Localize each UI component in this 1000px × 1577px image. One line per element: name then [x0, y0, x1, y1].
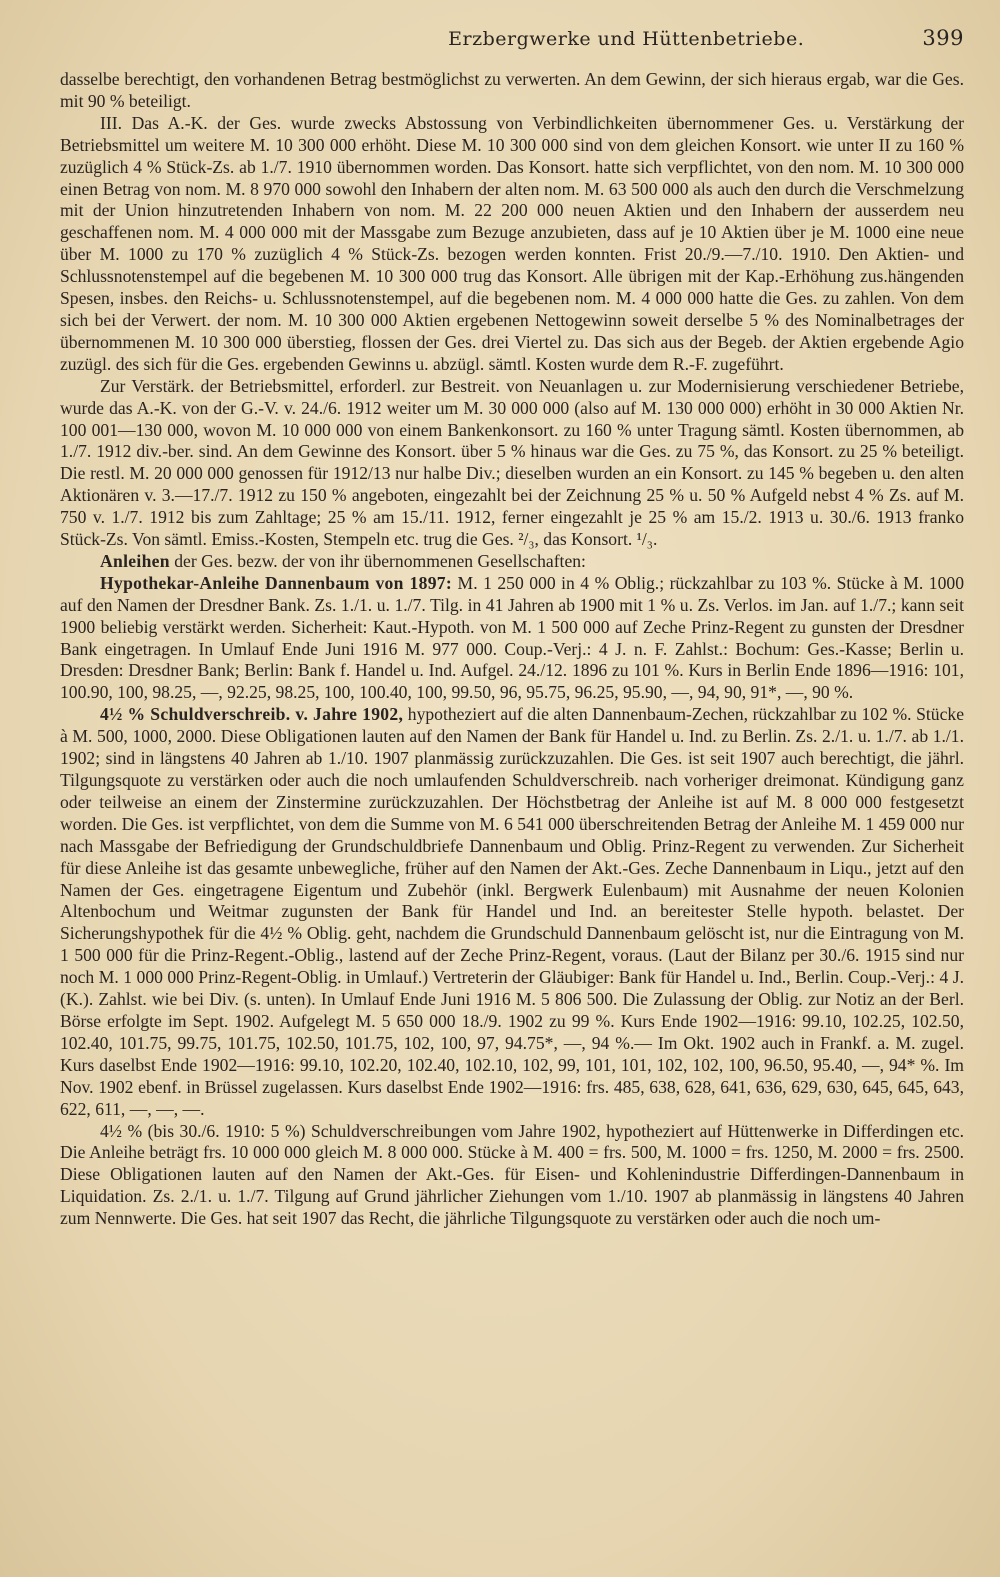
paragraph-text: der Ges. bezw. der von ihr übernommenen Gesellschaften: — [169, 550, 586, 571]
paragraph-lead: Hypothekar-Anleihe Dannenbaum von 1897: — [100, 572, 453, 593]
paragraph-text: M. 1 250 000 in 4 % Oblig.; rückzahlbar zu 103 %. Stücke à M. 1000 auf den Namen der Dresdner Bank. Zs. 1./1. u. 1./7. Tilg. in 41 Jahren ab 1900 mit 1 % u. Zs. Verlos. im Jan. auf 1./7.; kann seit 1900 beliebig verstärkt werden. Sicherheit: Kaut.-Hypoth. von M. 1 500 000 auf Zeche Prinz-Regent zu gunsten der Dresdner Bank eingetragen. In Umlauf Ende Juni 1916 M. 977 000. Coup.-Verj.: 4 J. n. F. Zahlst.: Bochum: Ges.-Kasse; Berlin u. Dresden: Dresdner Bank; Berlin: Bank f. Handel u. Ind. Aufgel. 24./12. 1896 zu 101 %. Kurs in Berlin Ende 1896—1916: 101, 100.90, 100, 98.25, —, 92.25, 98.25, 100, 100.40, 100, 99.50, 96, 95.75, 96.25, 95.90, —, 94, 90, 91*, —, 90 %. — [60, 572, 964, 703]
paragraph-text: 4½ % (bis 30./6. 1910: 5 %) Schuldverschreibungen vom Jahre 1902, hypotheziert auf Hüttenwerke in Differdingen etc. Die Anleihe beträgt frs. 10 000 000 gleich M. 8 000 000. Stücke à M. 400 = frs. 500, M. 1000 = frs. 1250, M. 2000 = frs. 2500. Diese Obligationen lauten auf den Namen der Akt.-Ges. für Eisen- und Kohlenindustrie Differdingen-Dannenbaum in Liquidation. Zs. 2./1. u. 1./7. Tilgung auf Grund jährlicher Ziehungen vom 1./10. 1907 ab planmässig in längstens 40 Jahren zum Nennwerte. Die Ges. hat seit 1907 das Recht, die jährliche Tilgungsquote zu verstärken oder auch die noch um- — [60, 1120, 964, 1229]
paragraph-7 — [60, 1121, 964, 1231]
page-number: 399 — [922, 26, 964, 50]
body-text — [60, 69, 964, 1230]
running-head — [60, 26, 964, 66]
paragraph-5 — [60, 573, 964, 704]
paragraph-text: dasselbe berechtigt, den vorhandenen Betrag bestmöglichst zu verwerten. An dem Gewinn, der sich hieraus ergab, war die Ges. mit 90 % beteiligt. — [60, 69, 964, 111]
paragraph-3 — [60, 376, 964, 551]
paragraph-6 — [60, 704, 964, 1120]
paragraph-lead: Anleihen — [100, 550, 170, 571]
paragraph-lead: 4½ % Schuldverschreib. v. Jahre 1902, — [100, 704, 404, 725]
paragraph-text: Zur Verstärk. der Betriebsmittel, erforderl. zur Bestreit. von Neuanlagen u. zur Modernisierung verschiedener Betriebe, wurde das A.-K. von der G.-V. v. 24./6. 1912 weiter um M. 30 000 000 (also auf M. 130 000 000) erhöht in 30 000 Aktien Nr. 100 001—130 000, wovon M. 10 000 000 von einem Bankenkonsort. zu 160 % unter Tragung sämtl. Kosten übernommen, ab 1./7. 1912 div.-ber. sind. An dem Gewinne des Konsort. über 5 % hinaus war die Ges. zu 75 %, das Konsort. zu 25 % beteiligt. Die restl. M. 20 000 000 genossen für 1912/13 nur halbe Div.; dieselben wurden an ein Konsort. zu 145 % begeben u. den alten Aktionären v. 3.—17./7. 1912 zu 150 % angeboten, eingezahlt bei der Zeichnung 25 % u. 50 % Aufgeld nebst 4 % Zs. auf M. 750 v. 1./7. 1912 bis zum Zahltage; 25 % am 15./11. 1912, ferner eingezahlt je 25 % am 15./2. 1913 u. 30./6. 1913 franko Stück-Zs. Von sämtl. Emiss.-Kosten, Stempeln etc. trug die Ges. ²/₃, das Konsort. ¹/₃. — [60, 375, 964, 550]
paragraph-1 — [60, 69, 964, 113]
paragraph-4 — [60, 551, 964, 573]
paragraph-text: hypotheziert auf die alten Dannenbaum-Zechen, rückzahlbar zu 102 %. Stücke à M. 500, 1000, 2000. Diese Obligationen lauten auf den Namen der Bank für Handel u. Ind. zu Berlin. Zs. 2./1. u. 1./7. ab 1./1. 1902; sind in längstens 40 Jahren ab 1./10. 1907 planmässig zurückzuzahlen. Die Ges. ist seit 1907 auch berechtigt, die jährl. Tilgungsquote zu verstärken oder auch die noch umlaufenden Schuldverschreib. nach vorheriger dreimonat. Kündigung ganz oder teilweise an einem der Zinstermine zurückzuzahlen. Der Höchstbetrag der Anleihe ist auf M. 8 000 000 festgesetzt worden. Die Ges. ist verpflichtet, von dem die Summe von M. 6 541 000 überschreitenden Betrag der Anleihe M. 1 459 000 nur nach Massgabe der Befriedigung der Grundschuldbriefe Dannenbaum und Oblig. Prinz-Regent zu verwenden. Zur Sicherheit für diese Anleihe ist das gesamte unbewegliche, früher auf den Namen der Akt.-Ges. Zeche Dannenbaum in Liqu., jetzt auf den Namen der Ges. eingetragene Eigentum und Zubehör (inkl. Bergwerk Eulenbaum) mit Ausnahme der neuen Kolonien Altenbochum und Weitmar zugunsten der Bank für Handel und Ind. an bereitester Stelle hypoth. belastet. Der Sicherungshypothek für die 4½ % Oblig. geht, nachdem die Grundschuld Dannenbaum gelöscht ist, nur die Eintragung von M. 1 500 000 für die Prinz-Regent.-Oblig., lastend auf der Zeche Prinz-Regent, voraus. (Laut der Bilanz per 30./6. 1915 sind nur noch M. 1 000 000 Prinz-Regent-Oblig. in Umlauf.) Vertreterin der Gläubiger: Bank für Handel u. Ind., Berlin. Coup.-Verj.: 4 J. (K.). Zahlst. wie bei Div. (s. unten). In Umlauf Ende Juni 1916 M. 5 806 500. Die Zulassung der Oblig. zur Notiz an der Berl. Börse erfolgte im Sept. 1902. Aufgelegt M. 5 650 000 18./9. 1902 zu 99 %. Kurs Ende 1902—1916: 99.10, 102.25, 102.50, 102.40, 101.75, 99.75, 101.75, 102.50, 101.75, 102, 100, 97, 94.75*, —, 94 %.— Im Okt. 1902 auch in Frankf. a. M. zugel. Kurs daselbst Ende 1902—1916: 99.10, 102.20, 102.40, 102.10, 102, 99, 101, 101, 102, 102, 100, 96.50, 95.40, —, 94* %. Im Nov. 1902 ebenf. in Brüssel zugelassen. Kurs daselbst Ende 1902—1916: frs. 485, 638, 628, 641, 636, 629, 630, 645, 645, 643, 622, 611, —, —, —. — [60, 704, 964, 1119]
paragraph-2 — [60, 113, 964, 376]
page-title: Erzbergwerke und Hüttenbetriebe. — [448, 28, 805, 50]
paragraph-text: III. Das A.-K. der Ges. wurde zwecks Abstossung von Verbindlichkeiten übernommener Ges. u. Verstärkung der Betriebsmittel um weitere M. 10 300 000 erhöht. Diese M. 10 300 000 sind von dem gleichen Konsort. wie unter II zu 160 % zuzüglich 4 % Stück-Zs. ab 1./7. 1910 übernommen worden. Das Konsort. hatte sich verpflichtet, von den nom. M. 10 300 000 einen Betrag von nom. M. 8 970 000 sowohl den Inhabern der alten nom. M. 63 500 000 als auch den durch die Verschmelzung mit der Union hinzutretenden Inhabern von nom. M. 22 200 000 neuen Aktien und den Inhabern der ausserdem neu geschaffenen nom. M. 4 000 000 mit der Massgabe zum Bezuge anzubieten, dass auf je 10 Aktien über je M. 1000 eine neue über M. 1000 zu 170 % zuzüglich 4 % Stück-Zs. bezogen werden konnten. Frist 20./9.—7./10. 1910. Den Aktien- und Schlussnotenstempel auf die begebenen M. 10 300 000 trug das Konsort. Alle übrigen mit der Kap.-Erhöhung zus.hängenden Spesen, insbes. den Reichs- u. Schlussnotenstempel, auf die begebenen nom. M. 4 000 000 hatte die Ges. zu zahlen. Von dem sich bei der Verwert. der nom. M. 10 300 000 Aktien ergebenen Nettogewinn soweit derselbe 5 % des Nominalbetrages der übernommenen M. 10 300 000 überstieg, flossen der Ges. drei Viertel zu. Das sich aus der Begeb. der Aktien ergebende Agio zuzügl. des sich für die Ges. ergebenden Gewinns u. abzügl. sämtl. Kosten wurde dem R.-F. zugeführt. — [60, 112, 964, 374]
